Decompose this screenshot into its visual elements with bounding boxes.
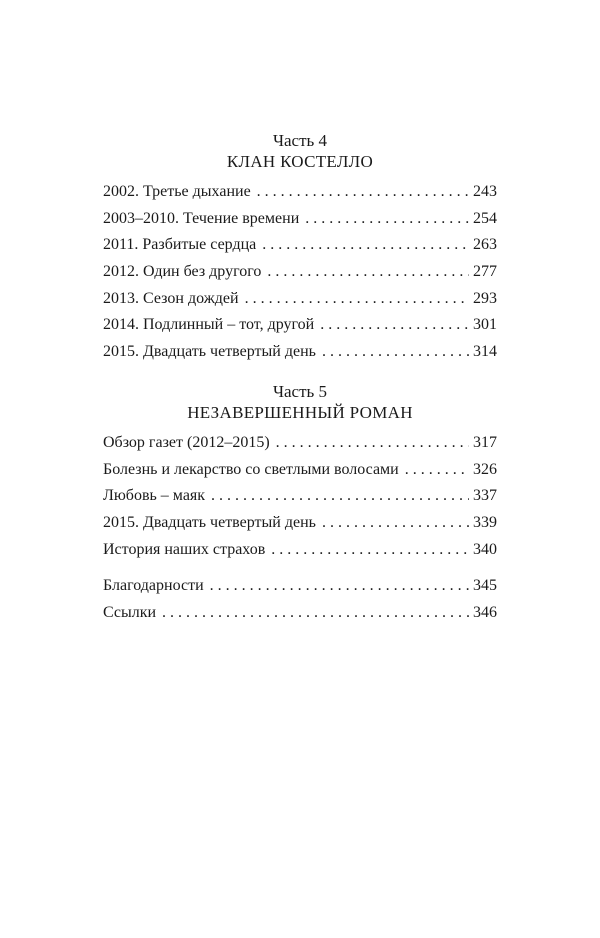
- toc-entry[interactable]: [103, 259, 497, 286]
- entry-title: Любовь – маяк: [103, 487, 206, 505]
- toc-entry[interactable]: [103, 510, 497, 537]
- entry-title: 2015. Двадцать четвертый день: [103, 343, 316, 361]
- dot-leader: [305, 206, 469, 233]
- entry-page-number: 339: [473, 514, 497, 532]
- toc-entry[interactable]: [103, 312, 497, 339]
- dot-leader: [162, 600, 469, 627]
- entry-title: 2013. Сезон дождей: [103, 289, 239, 307]
- dot-leader: [322, 510, 469, 537]
- entry-page-number: 346: [473, 604, 497, 622]
- dot-leader: [245, 286, 469, 313]
- entry-title: Ссылки: [103, 604, 157, 622]
- toc-entry[interactable]: [103, 430, 497, 457]
- entry-page-number: 243: [473, 183, 497, 200]
- part-label: Часть 5: [272, 382, 328, 401]
- toc-part-4: [103, 130, 497, 366]
- entry-page-number: 301: [473, 316, 497, 334]
- entry-page-number: 326: [473, 460, 497, 478]
- part-title: КЛАН КОСТЕЛЛО: [226, 152, 374, 171]
- toc-back-matter: [103, 573, 497, 626]
- toc-entries: [103, 179, 497, 366]
- toc-entry[interactable]: [103, 232, 497, 259]
- dot-leader: [257, 179, 469, 206]
- part-label: Часть 4: [272, 131, 328, 150]
- toc-entry[interactable]: [103, 537, 497, 564]
- toc-entry[interactable]: [103, 483, 497, 510]
- entry-title: 2015. Двадцать четвертый день: [103, 514, 316, 532]
- entry-page-number: 263: [473, 236, 497, 254]
- dot-leader: [320, 312, 469, 339]
- dot-leader: [267, 259, 469, 286]
- entry-title: 2002. Третье дыхание: [103, 183, 251, 200]
- entry-page-number: 340: [473, 540, 497, 558]
- toc-entry[interactable]: [103, 457, 497, 484]
- toc-part-5: [103, 381, 497, 627]
- toc-entry[interactable]: [103, 573, 497, 600]
- toc-entry[interactable]: [103, 286, 497, 313]
- dot-leader: [322, 339, 469, 366]
- entry-page-number: 254: [473, 209, 497, 227]
- part-title: НЕЗАВЕРШЕННЫЙ РОМАН: [187, 403, 413, 422]
- entry-title: 2011. Разбитые сердца: [103, 236, 257, 254]
- toc-entry[interactable]: [103, 179, 497, 206]
- dot-leader: [271, 537, 469, 564]
- entry-title: Болезнь и лекарство со светлыми волосами: [103, 460, 399, 478]
- dot-leader: [405, 457, 469, 484]
- dot-leader: [210, 573, 469, 600]
- dot-leader: [276, 430, 469, 457]
- entry-page-number: 314: [473, 343, 497, 361]
- entry-title: 2014. Подлинный – тот, другой: [103, 316, 315, 334]
- entry-title: История наших страхов: [103, 540, 266, 558]
- dot-leader: [262, 232, 469, 259]
- entry-page-number: 337: [473, 487, 497, 505]
- entry-page-number: 293: [473, 289, 497, 307]
- toc-entry[interactable]: [103, 600, 497, 627]
- entry-title: 2003–2010. Течение времени: [103, 209, 300, 227]
- entry-page-number: 345: [473, 577, 497, 595]
- toc-entries: [103, 430, 497, 563]
- entry-title: 2012. Один без другого: [103, 263, 262, 281]
- entry-title: Обзор газет (2012–2015): [103, 434, 270, 451]
- toc-entry[interactable]: [103, 206, 497, 233]
- dot-leader: [211, 483, 469, 510]
- toc-entry[interactable]: [103, 339, 497, 366]
- part-heading: [103, 130, 497, 172]
- entry-page-number: 317: [473, 434, 497, 451]
- part-heading: [103, 381, 497, 423]
- entry-title: Благодарности: [103, 577, 204, 595]
- entry-page-number: 277: [473, 263, 497, 281]
